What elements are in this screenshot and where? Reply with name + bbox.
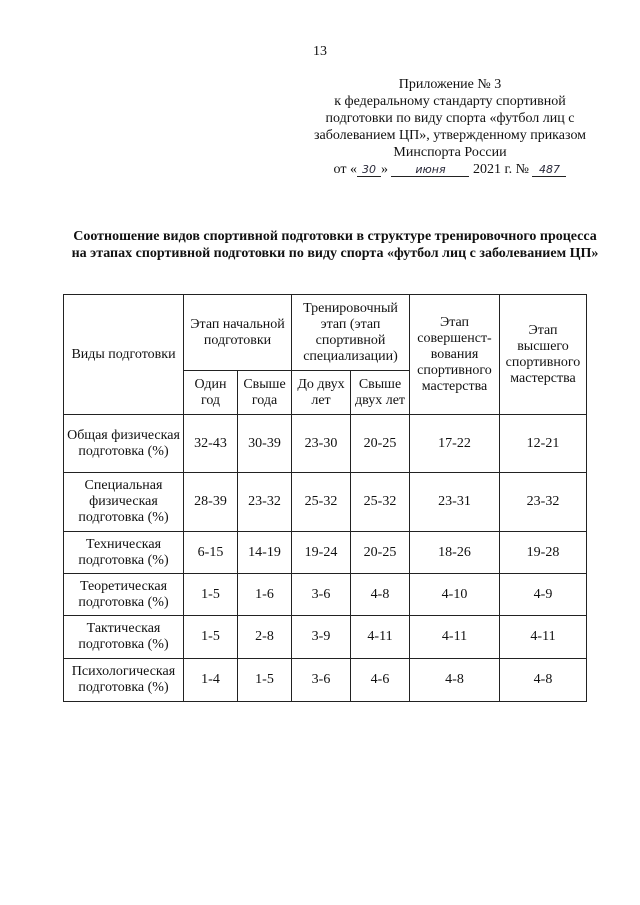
table-cell: 25-32 — [351, 473, 410, 532]
subheader-cell: Один год — [184, 371, 238, 415]
table-cell: 4-8 — [410, 659, 500, 702]
table-cell: 14-19 — [238, 532, 292, 574]
table-cell: 12-21 — [500, 415, 587, 473]
table-row — [64, 574, 587, 616]
appendix-line: Минспорта России — [393, 145, 507, 160]
table-cell: 19-28 — [500, 532, 587, 574]
table-header-row — [64, 295, 587, 371]
subheader-cell: Свыше двух лет — [351, 371, 410, 415]
appendix-line: подготовки по виду спорта «футбол лиц с — [325, 111, 575, 126]
table-cell: 1-6 — [238, 574, 292, 616]
table-cell: 6-15 — [184, 532, 238, 574]
table-cell: 23-30 — [292, 415, 351, 473]
table-cell: 17-22 — [410, 415, 500, 473]
appendix-block — [300, 76, 600, 178]
header-improvement-stage: Этап совершенст-вования спортивного мастерства — [410, 295, 500, 415]
row-label: Техническая подготовка (%) — [64, 532, 184, 574]
table-row — [64, 616, 587, 659]
table-cell: 30-39 — [238, 415, 292, 473]
table-cell: 4-8 — [351, 574, 410, 616]
table-cell: 23-32 — [500, 473, 587, 532]
appendix-line: к федеральному стандарту спортивной — [334, 94, 566, 109]
row-label: Общая физическая подготовка (%) — [64, 415, 184, 473]
subheader-cell: Свыше года — [238, 371, 292, 415]
document-title: Соотношение видов спортивной подготовки в структуре тренировочного процесса на этапах спортивной подготовки по виду спорта «футбол лиц с заболеванием ЦП» — [71, 229, 599, 261]
page-number: 13 — [313, 44, 327, 59]
table-cell: 18-26 — [410, 532, 500, 574]
header-highest-stage: Этап высшего спортивного мастерства — [500, 295, 587, 415]
table-cell: 3-6 — [292, 659, 351, 702]
table-cell: 19-24 — [292, 532, 351, 574]
preparation-ratio-table — [63, 294, 587, 702]
table-cell: 1-4 — [184, 659, 238, 702]
table-cell: 25-32 — [292, 473, 351, 532]
appendix-line: Приложение № 3 — [398, 77, 502, 92]
header-training-stage: Тренировочный этап (этап спортивной специализации) — [292, 295, 410, 371]
handwritten-month: июня — [391, 163, 469, 177]
handwritten-order-number: 487 — [532, 163, 566, 177]
table-cell: 23-31 — [410, 473, 500, 532]
header-types: Виды подготовки — [64, 295, 184, 415]
table-cell: 32-43 — [184, 415, 238, 473]
header-initial-stage: Этап начальной подготовки — [184, 295, 292, 371]
table-cell: 1-5 — [184, 574, 238, 616]
date-prefix: от « — [333, 162, 357, 177]
order-date-line — [300, 161, 600, 178]
table-cell: 4-6 — [351, 659, 410, 702]
subheader-cell: До двух лет — [292, 371, 351, 415]
table-row — [64, 659, 587, 702]
table-cell: 4-9 — [500, 574, 587, 616]
row-label: Специальная физическая подготовка (%) — [64, 473, 184, 532]
table-row — [64, 473, 587, 532]
table-cell: 3-9 — [292, 616, 351, 659]
table-cell: 23-32 — [238, 473, 292, 532]
date-year: 2021 г. № — [472, 162, 529, 177]
table-cell: 4-10 — [410, 574, 500, 616]
row-label: Теоретическая подготовка (%) — [64, 574, 184, 616]
date-mid: » — [380, 162, 388, 177]
table-cell: 28-39 — [184, 473, 238, 532]
table-cell: 4-11 — [351, 616, 410, 659]
table-cell: 4-8 — [500, 659, 587, 702]
table-cell: 3-6 — [292, 574, 351, 616]
row-label: Тактическая подготовка (%) — [64, 616, 184, 659]
table-cell: 2-8 — [238, 616, 292, 659]
handwritten-day: 30 — [357, 163, 381, 177]
table-cell: 1-5 — [184, 616, 238, 659]
table-cell: 4-11 — [410, 616, 500, 659]
appendix-line: заболеванием ЦП», утвержденному приказом — [313, 128, 587, 143]
table-row — [64, 415, 587, 473]
table-cell: 20-25 — [351, 532, 410, 574]
table-cell: 1-5 — [238, 659, 292, 702]
table-cell: 20-25 — [351, 415, 410, 473]
row-label: Психологическая подготовка (%) — [64, 659, 184, 702]
table-row — [64, 532, 587, 574]
table-cell: 4-11 — [500, 616, 587, 659]
